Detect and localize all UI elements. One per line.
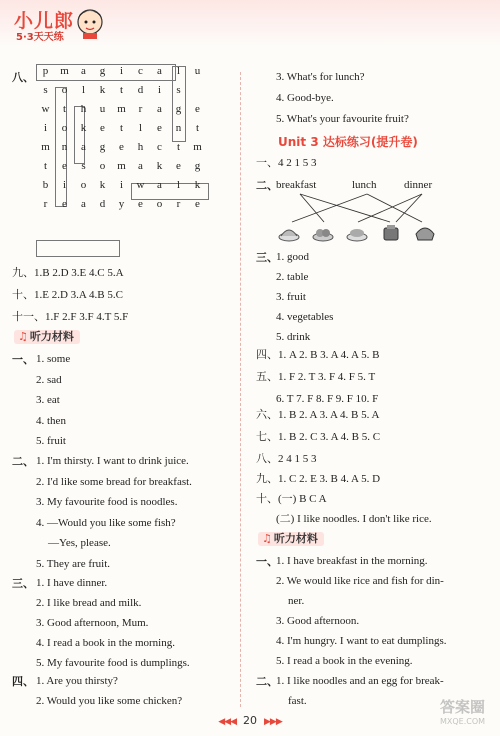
list-item: 5. drink <box>276 331 311 343</box>
list-item: 3. Good afternoon. <box>276 615 360 627</box>
grid-letter: g <box>99 65 106 77</box>
right-q5a: 五、1. F 2. T 3. F 4. F 5. T <box>256 371 376 383</box>
grid-letter: k <box>99 179 106 191</box>
grid-letter: e <box>62 198 67 210</box>
right-q4: 四、1. A 2. B 3. A 4. A 5. B <box>256 349 380 361</box>
list-item: 2. table <box>276 271 309 283</box>
list-item: 5. I read a book in the evening. <box>276 655 413 667</box>
list-item: 4. vegetables <box>276 311 334 323</box>
list-item: 3. My favourite food is noodles. <box>36 496 178 508</box>
grid-letter: o <box>80 179 87 191</box>
grid-letter: e <box>195 103 200 115</box>
grid-letter: e <box>100 122 105 134</box>
right-part1-label: 一、 <box>256 555 278 568</box>
grid-letter: o <box>99 160 106 172</box>
list-item: 2. Would you like some chicken? <box>36 695 183 707</box>
list-item: 4. —Would you like some fish? <box>36 516 176 529</box>
grid-letter: c <box>157 141 162 153</box>
grid-letter: n <box>175 122 182 134</box>
list-item: ner. <box>288 595 305 607</box>
grid-letter: o <box>61 122 68 134</box>
word-dinner: dinner <box>404 179 433 191</box>
grid-letter: a <box>157 179 162 191</box>
grid-letter: l <box>176 65 181 77</box>
page-number: 20 <box>243 714 257 727</box>
page-footer <box>0 714 500 727</box>
list-item: 5. My favourite food is dumplings. <box>36 657 190 669</box>
right-q3-label: 三、 <box>256 251 278 264</box>
q8-label: 八、 <box>12 71 34 84</box>
grid-letter: e <box>176 160 181 172</box>
grid-letter: a <box>81 141 86 153</box>
food-icon-1 <box>278 224 300 242</box>
grid-letter: s <box>43 84 48 96</box>
corner-watermark <box>440 696 485 726</box>
list-item: 5. What's your favourite fruit? <box>276 113 409 125</box>
grid-letter: u <box>99 103 106 115</box>
grid-letter: g <box>194 160 201 172</box>
grid-letter: a <box>157 65 162 77</box>
grid-letter: l <box>138 122 143 134</box>
word-lunch: lunch <box>352 179 377 191</box>
grid-letter: o <box>61 84 68 96</box>
listening-heading-right <box>258 532 324 546</box>
grid-letter: t <box>176 141 181 153</box>
grid-letter: e <box>157 122 162 134</box>
right-q2-label: 二、 <box>256 179 278 192</box>
grid-letter: m <box>193 141 202 153</box>
headphone-icon: ♫ <box>18 330 28 343</box>
grid-letter: i <box>62 179 67 191</box>
food-icon-2 <box>312 224 334 242</box>
grid-letter: r <box>43 198 48 210</box>
grid-letter: m <box>117 160 126 172</box>
list-item: 3. eat <box>36 394 60 406</box>
grid-letter: i <box>43 122 48 134</box>
right-arrows-icon: ▶▶▶ <box>264 717 282 727</box>
list-item: 1. some <box>36 353 71 365</box>
right-q7: 七、1. B 2. C 3. A 4. B 5. C <box>256 431 381 443</box>
list-item: 1. I'm thirsty. I want to drink juice. <box>36 455 189 467</box>
list-item: 2. We would like rice and fish for din- <box>276 575 444 587</box>
unit-title: Unit 3 达标练习(提升卷) <box>278 135 418 149</box>
right-q6: 六、1. B 2. A 3. A 4. B 5. A <box>256 409 380 421</box>
q11-answers: 十一、1.F 2.F 3.F 4.T 5.F <box>12 311 129 323</box>
part4-label: 四、 <box>12 675 34 688</box>
watermark-main: 答案圈 <box>440 698 486 716</box>
grid-letter: o <box>156 198 163 210</box>
list-item: 5. They are fruit. <box>36 557 111 570</box>
grid-letter: h <box>137 141 144 153</box>
headphone-icon: ♫ <box>262 532 272 545</box>
grid-letter: g <box>99 141 106 153</box>
grid-letter: i <box>119 179 124 191</box>
listening-label: 听力材料 <box>273 532 318 545</box>
right-q10b: (二) I like noodles. I don't like rice. <box>276 513 432 525</box>
grid-letter: t <box>62 103 67 115</box>
page-header <box>0 0 500 50</box>
grid-box-ready <box>36 240 120 257</box>
list-item: 3. fruit <box>276 291 306 303</box>
listening-label: 听力材料 <box>29 330 74 343</box>
grid-letter: e <box>119 141 124 153</box>
grid-letter: k <box>80 122 87 134</box>
food-icon-5 <box>414 224 436 242</box>
list-item: 1. Are you thirsty? <box>36 675 118 687</box>
list-item: fast. <box>288 695 307 707</box>
right-q8: 八、2 4 1 5 3 <box>256 453 317 465</box>
grid-letter: t <box>119 84 124 96</box>
grid-letter: p <box>42 65 49 77</box>
list-item: —Yes, please. <box>48 537 111 549</box>
grid-letter: a <box>81 65 86 77</box>
right-q1: 一、4 2 1 5 3 <box>256 157 317 169</box>
grid-letter: t <box>43 160 48 172</box>
grid-letter: m <box>60 65 69 77</box>
grid-letter: c <box>138 65 143 77</box>
list-item: 1. good <box>276 251 309 263</box>
grid-letter: m <box>41 141 50 153</box>
grid-letter: w <box>41 103 50 115</box>
grid-letter: y <box>118 198 125 210</box>
list-item: 1. I have breakfast in the morning. <box>276 555 428 567</box>
grid-letter: b <box>42 179 49 191</box>
logo-title: 小儿郎 <box>14 10 75 32</box>
grid-letter: m <box>117 103 126 115</box>
grid-letter: r <box>138 103 143 115</box>
grid-letter: s <box>176 84 181 96</box>
part3-label: 三、 <box>12 577 34 590</box>
grid-letter: t <box>195 122 200 134</box>
food-pictures <box>272 222 452 246</box>
grid-letter: w <box>136 179 145 191</box>
left-arrows-icon: ◀◀◀ <box>218 717 236 727</box>
right-q5b: 6. T 7. F 8. F 9. F 10. F <box>276 393 379 405</box>
grid-letter: e <box>62 160 67 172</box>
grid-letter: a <box>138 160 143 172</box>
logo-subtitle: 5·3天天练 <box>16 32 64 43</box>
watermark-sub: MXQE.COM <box>440 717 486 726</box>
grid-letter: h <box>80 103 87 115</box>
list-item: 1. I have dinner. <box>36 577 108 589</box>
list-item: 5. fruit <box>36 435 66 447</box>
list-item: 4. I'm hungry. I want to eat dumplings. <box>276 635 447 647</box>
grid-letter: l <box>81 84 86 96</box>
grid-letter: i <box>119 65 124 77</box>
part1-label: 一、 <box>12 353 34 366</box>
list-item: 3. Good afternoon, Mum. <box>36 617 149 629</box>
column-divider <box>240 72 241 707</box>
grid-letter: a <box>157 103 162 115</box>
word-breakfast: breakfast <box>276 179 317 191</box>
right-q9: 九、1. C 2. E 3. B 4. A 5. D <box>256 473 381 485</box>
q10-answers: 十、1.E 2.D 3.A 4.B 5.C <box>12 289 123 301</box>
grid-letter: d <box>99 198 106 210</box>
grid-letter: i <box>157 84 162 96</box>
list-item: 2. sad <box>36 373 62 386</box>
list-item: 4. then <box>36 414 66 427</box>
matching-lines <box>272 192 452 226</box>
grid-letter: u <box>194 65 201 77</box>
listening-heading-left <box>14 330 80 344</box>
list-item: 4. Good-bye. <box>276 92 334 104</box>
grid-letter: e <box>195 198 200 210</box>
food-icon-4 <box>380 224 402 242</box>
part2-label: 二、 <box>12 455 34 468</box>
grid-letter: d <box>137 84 144 96</box>
grid-letter: t <box>119 122 124 134</box>
grid-letter: k <box>99 84 106 96</box>
grid-letter: a <box>81 198 86 210</box>
grid-letter: n <box>61 141 68 153</box>
list-item: 4. I read a book in the morning. <box>36 637 175 649</box>
grid-letter: s <box>81 160 86 172</box>
right-q10a: 十、(一) B C A <box>256 493 327 505</box>
right-part2-label: 二、 <box>256 675 278 688</box>
grid-letter: r <box>176 198 181 210</box>
list-item: 1. I like noodles and an egg for break- <box>276 675 444 687</box>
list-item: 3. What's for lunch? <box>276 71 365 83</box>
list-item: 2. I'd like some bread for breakfast. <box>36 475 192 488</box>
q9-answers: 九、1.B 2.D 3.E 4.C 5.A <box>12 267 124 279</box>
grid-letter: g <box>175 103 182 115</box>
mascot-icon <box>74 4 106 40</box>
grid-letter: e <box>138 198 143 210</box>
grid-letter: k <box>194 179 201 191</box>
grid-letter: l <box>176 179 181 191</box>
food-icon-3 <box>346 224 368 242</box>
grid-letter: k <box>156 160 163 172</box>
list-item: 2. I like bread and milk. <box>36 597 142 609</box>
